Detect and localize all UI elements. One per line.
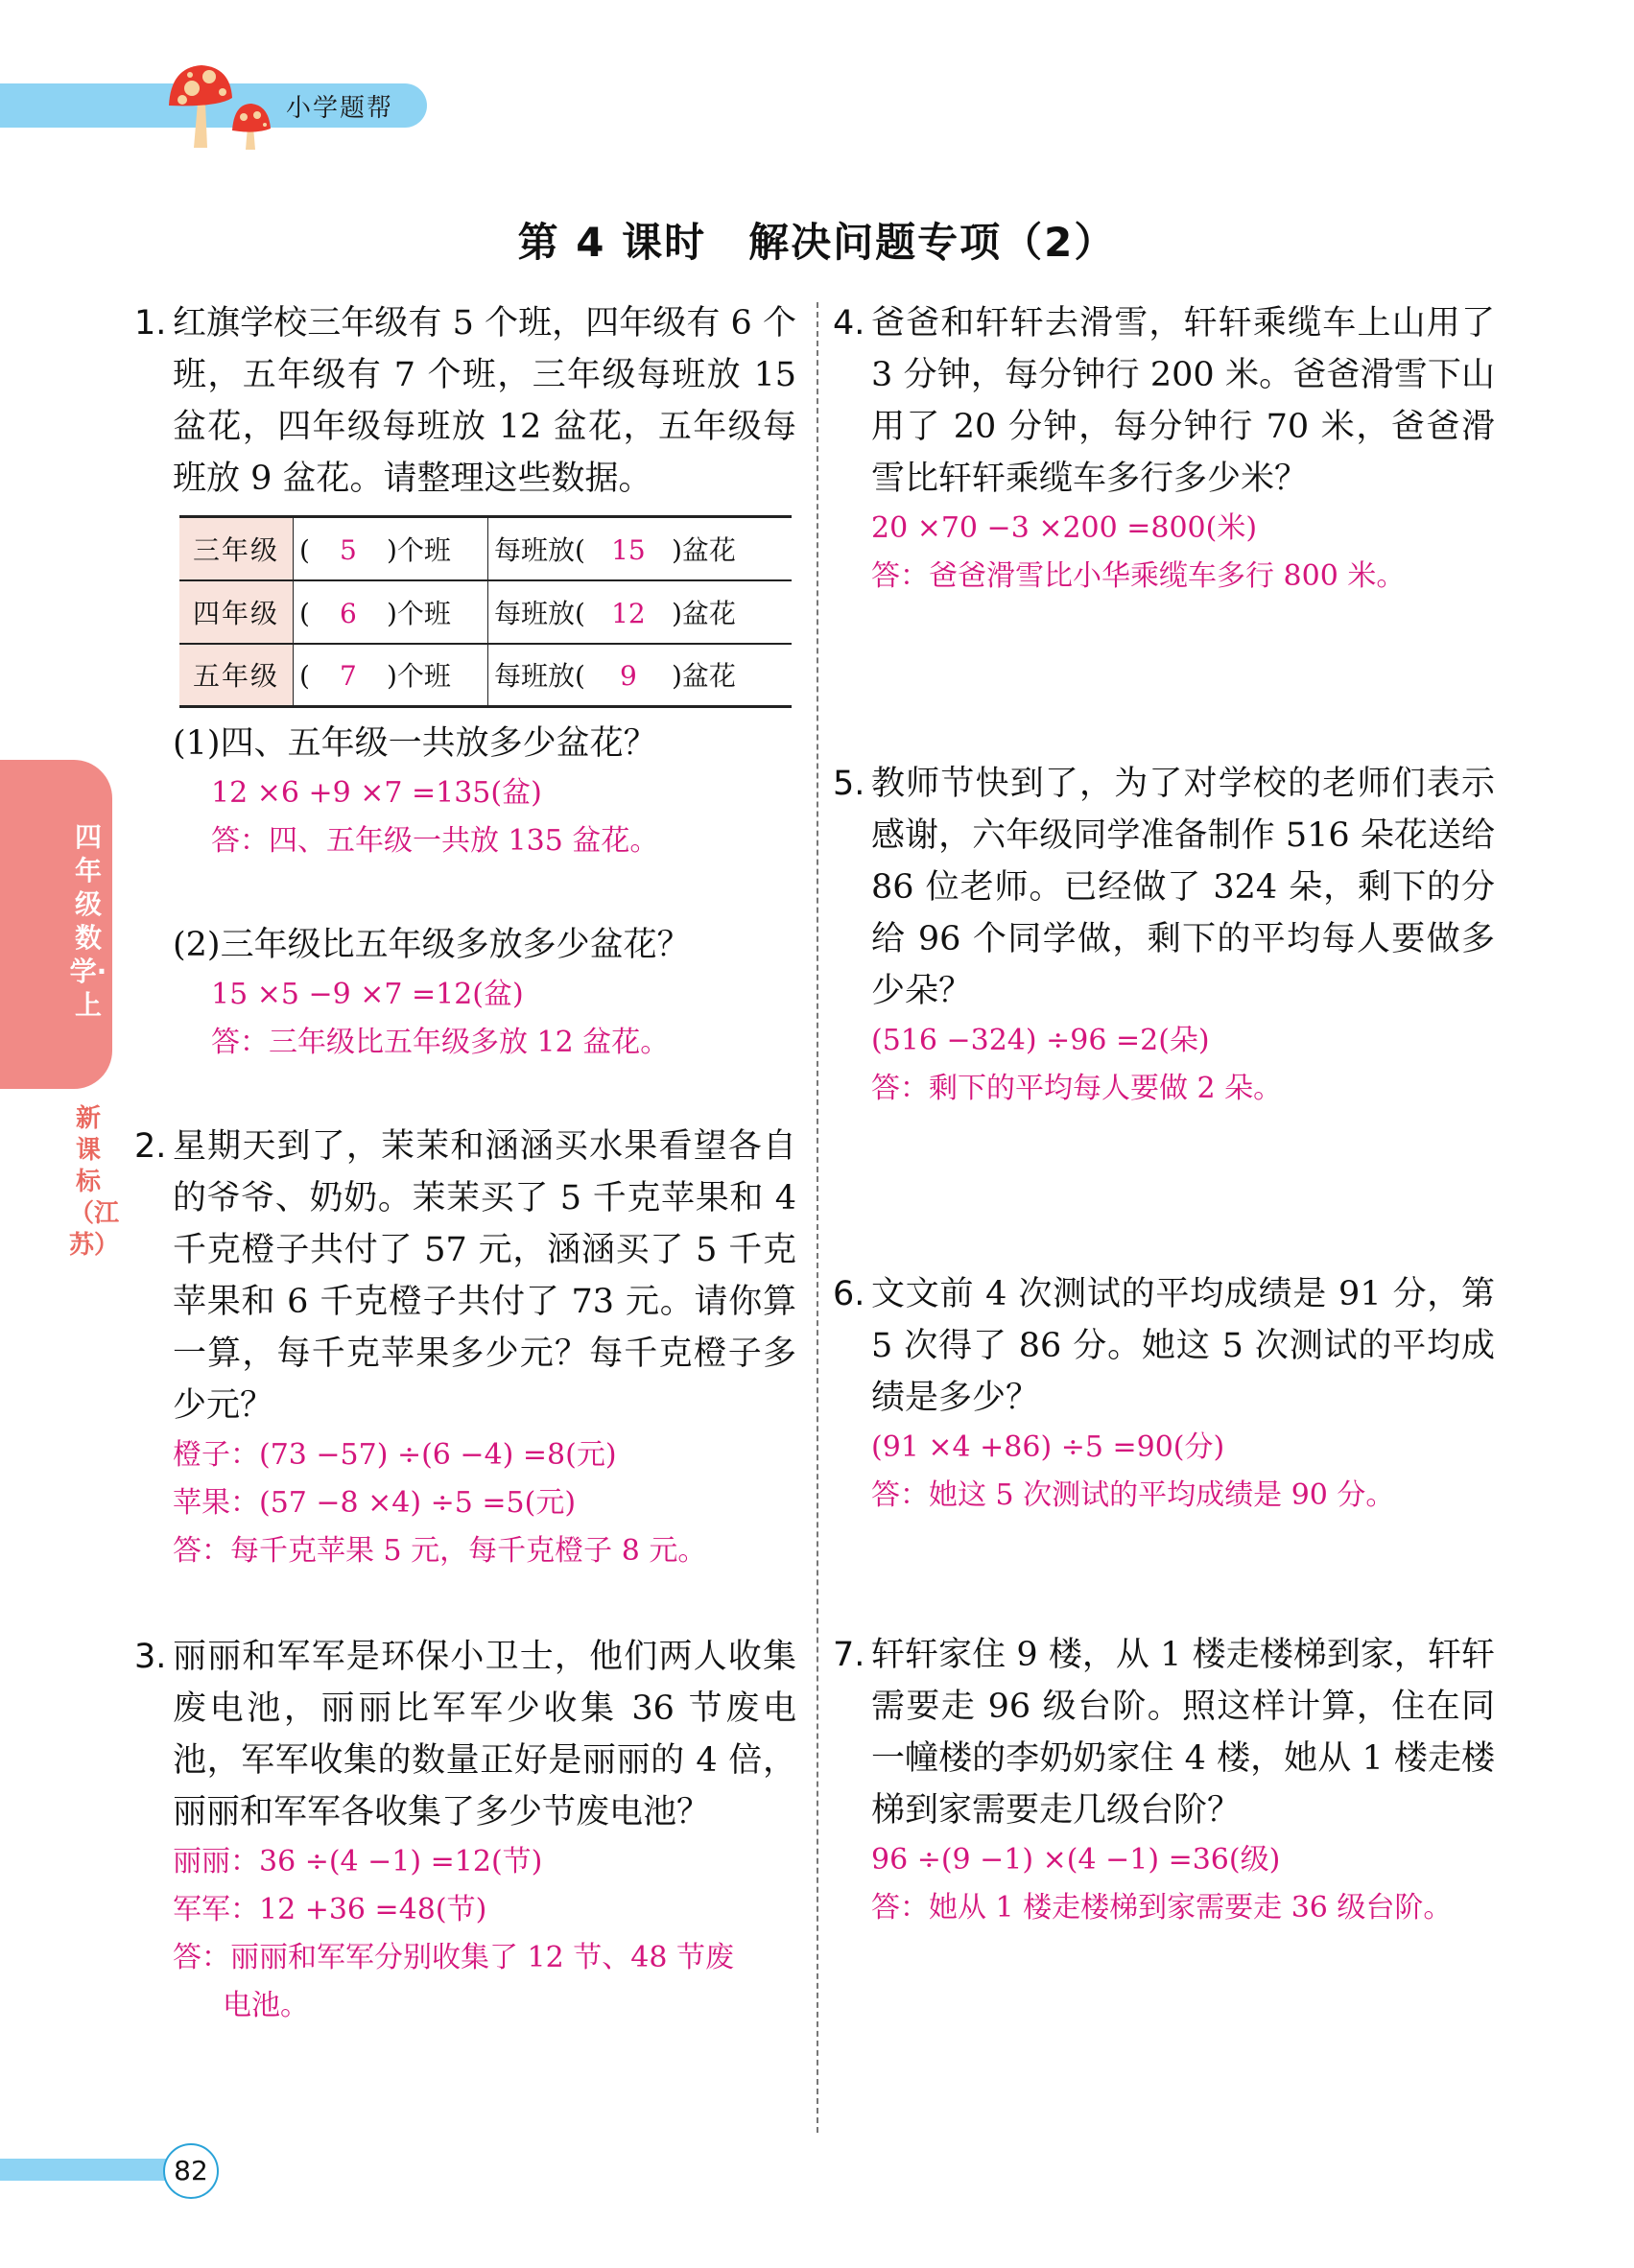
subquestion-2 bbox=[173, 919, 796, 1067]
question-text: 爸爸和轩轩去滑雪，轩轩乘缆车上山用了3 分钟，每分钟行 200 米。爸爸滑雪下山用了 20 分钟，每分钟行 70 米，爸爸滑雪比轩轩乘缆车多行多少米？ bbox=[871, 304, 1495, 498]
answer-line: 军军：12 +36 =48(节) bbox=[173, 1893, 487, 1926]
per-class-cell: 每班放( 15 )盆花 bbox=[494, 533, 736, 566]
grade-label: 三年级 bbox=[179, 517, 294, 580]
subquestion-text: (2)三年级比五年级多放多少盆花？ bbox=[173, 926, 691, 964]
question-number: 4. bbox=[833, 304, 865, 343]
classes-value: 5 bbox=[340, 533, 357, 566]
answer-line: 丽丽：36 ÷(4 −1) =12(节) bbox=[173, 1845, 543, 1878]
question-number: 6. bbox=[833, 1275, 865, 1313]
answer-line: 答：剩下的平均每人要做 2 朵。 bbox=[871, 1072, 1283, 1105]
side-tab-sublabel: 新课标（江苏） bbox=[69, 1104, 120, 1260]
table-row bbox=[179, 517, 792, 580]
answer-line: 答：爸爸滑雪比小华乘缆车多行 800 米。 bbox=[871, 559, 1406, 593]
question-6 bbox=[833, 1268, 1495, 1520]
page-number: 82 bbox=[163, 2143, 219, 2199]
per-class-value: 12 bbox=[611, 597, 646, 629]
question-number: 7. bbox=[833, 1636, 865, 1674]
question-text: 轩轩家住 9 楼，从 1 楼走楼梯到家，轩轩需要走 96 级台阶。照这样计算，住在同一幢楼的李奶奶家住 4 楼，她从 1 楼走楼梯到家需要走几级台阶？ bbox=[871, 1636, 1495, 1830]
classes-value: 7 bbox=[340, 660, 357, 693]
question-text: 星期天到了，茉茉和涵涵买水果看望各自的爷爷、奶奶。茉茉买了 5 千克苹果和 4 千克橙子共付了 57 元，涵涵买了 5 千克苹果和 6 千克橙子共付了 73 元。请你算一算，每千克苹果多少元？每千克橙子多少元？ bbox=[173, 1127, 796, 1425]
answer-line: 20 ×70 −3 ×200 =800(米) bbox=[871, 511, 1258, 545]
answer-line: 答：丽丽和军军分别收集了 12 节、48 节废 bbox=[173, 1941, 734, 1974]
page-title: 第 4 课时 解决问题专项（2） bbox=[517, 219, 1117, 266]
classes-cell: ( 7 )个班 bbox=[294, 644, 488, 707]
per-class-cell: 每班放( 9 )盆花 bbox=[494, 660, 736, 693]
table-row bbox=[179, 644, 792, 707]
classes-value: 6 bbox=[340, 597, 357, 629]
answer-line: 答：她从 1 楼走楼梯到家需要走 36 级台阶。 bbox=[871, 1891, 1453, 1925]
question-5 bbox=[833, 758, 1495, 1113]
answer-line: 答：她这 5 次测试的平均成绩是 90 分。 bbox=[871, 1478, 1395, 1512]
answer-line: 答：三年级比五年级多放 12 盆花。 bbox=[211, 1026, 670, 1059]
answer-line: (516 −324) ÷96 =2(朵) bbox=[871, 1024, 1210, 1057]
subquestion-1 bbox=[173, 718, 796, 865]
per-class-value: 9 bbox=[620, 660, 637, 693]
question-number: 3. bbox=[134, 1638, 167, 1676]
answer-line: 答：四、五年级一共放 135 盆花。 bbox=[211, 824, 659, 858]
grade-label: 四年级 bbox=[179, 580, 294, 644]
side-tab-label: 四年级数学·上 bbox=[69, 821, 107, 1021]
question-number: 5. bbox=[833, 765, 865, 803]
grade-label: 五年级 bbox=[179, 644, 294, 707]
column-divider bbox=[817, 302, 818, 2133]
answer-line: 12 ×6 +9 ×7 =135(盆) bbox=[211, 776, 542, 810]
question-7 bbox=[833, 1629, 1495, 1932]
question-4 bbox=[833, 297, 1495, 601]
question-3 bbox=[134, 1631, 796, 2030]
answer-line: 苹果：(57 −8 ×4) ÷5 =5(元) bbox=[173, 1486, 577, 1520]
answer-line: (91 ×4 +86) ÷5 =90(分) bbox=[871, 1430, 1225, 1464]
classes-cell: ( 6 )个班 bbox=[294, 580, 488, 644]
per-class-cell: 每班放( 12 )盆花 bbox=[494, 597, 736, 629]
question-2 bbox=[134, 1121, 796, 1575]
question-text: 丽丽和军军是环保小卫士，他们两人收集废电池，丽丽比军军少收集 36 节废电池，军军收集的数量正好是丽丽的 4 倍，丽丽和军军各收集了多少节废电池？ bbox=[173, 1638, 796, 1831]
brand-label: 小学题帮 bbox=[286, 94, 394, 123]
question-text: 文文前 4 次测试的平均成绩是 91 分，第 5 次得了 86 分。她这 5 次测试的平均成绩是多少？ bbox=[871, 1275, 1495, 1417]
classes-cell: ( 5 )个班 bbox=[294, 517, 488, 580]
question-number: 1. bbox=[134, 304, 167, 343]
question-text: 红旗学校三年级有 5 个班，四年级有 6 个班，五年级有 7 个班，三年级每班放 15 盆花，四年级每班放 12 盆花，五年级每班放 9 盆花。请整理这些数据。 bbox=[173, 304, 796, 498]
answer-line: 96 ÷(9 −1) ×(4 −1) =36(级) bbox=[871, 1843, 1281, 1877]
mushroom-icon bbox=[165, 59, 280, 155]
footer-bar bbox=[0, 2159, 171, 2181]
grades-table bbox=[179, 515, 792, 708]
subquestion-text: (1)四、五年级一共放多少盆花？ bbox=[173, 724, 657, 763]
answer-line: 电池。 bbox=[223, 1989, 309, 2022]
question-text: 教师节快到了，为了对学校的老师们表示感谢，六年级同学准备制作 516 朵花送给 86 位老师。已经做了 324 朵，剩下的分给 96 个同学做，剩下的平均每人要做多少朵？ bbox=[871, 765, 1495, 1010]
table-row bbox=[179, 580, 792, 644]
answer-line: 橙子：(73 −57) ÷(6 −4) =8(元) bbox=[173, 1438, 617, 1472]
question-1 bbox=[134, 297, 796, 505]
answer-line: 15 ×5 −9 ×7 =12(盆) bbox=[211, 978, 524, 1011]
per-class-value: 15 bbox=[611, 533, 646, 566]
question-number: 2. bbox=[134, 1127, 167, 1166]
answer-line: 答：每千克苹果 5 元，每千克橙子 8 元。 bbox=[173, 1534, 707, 1568]
